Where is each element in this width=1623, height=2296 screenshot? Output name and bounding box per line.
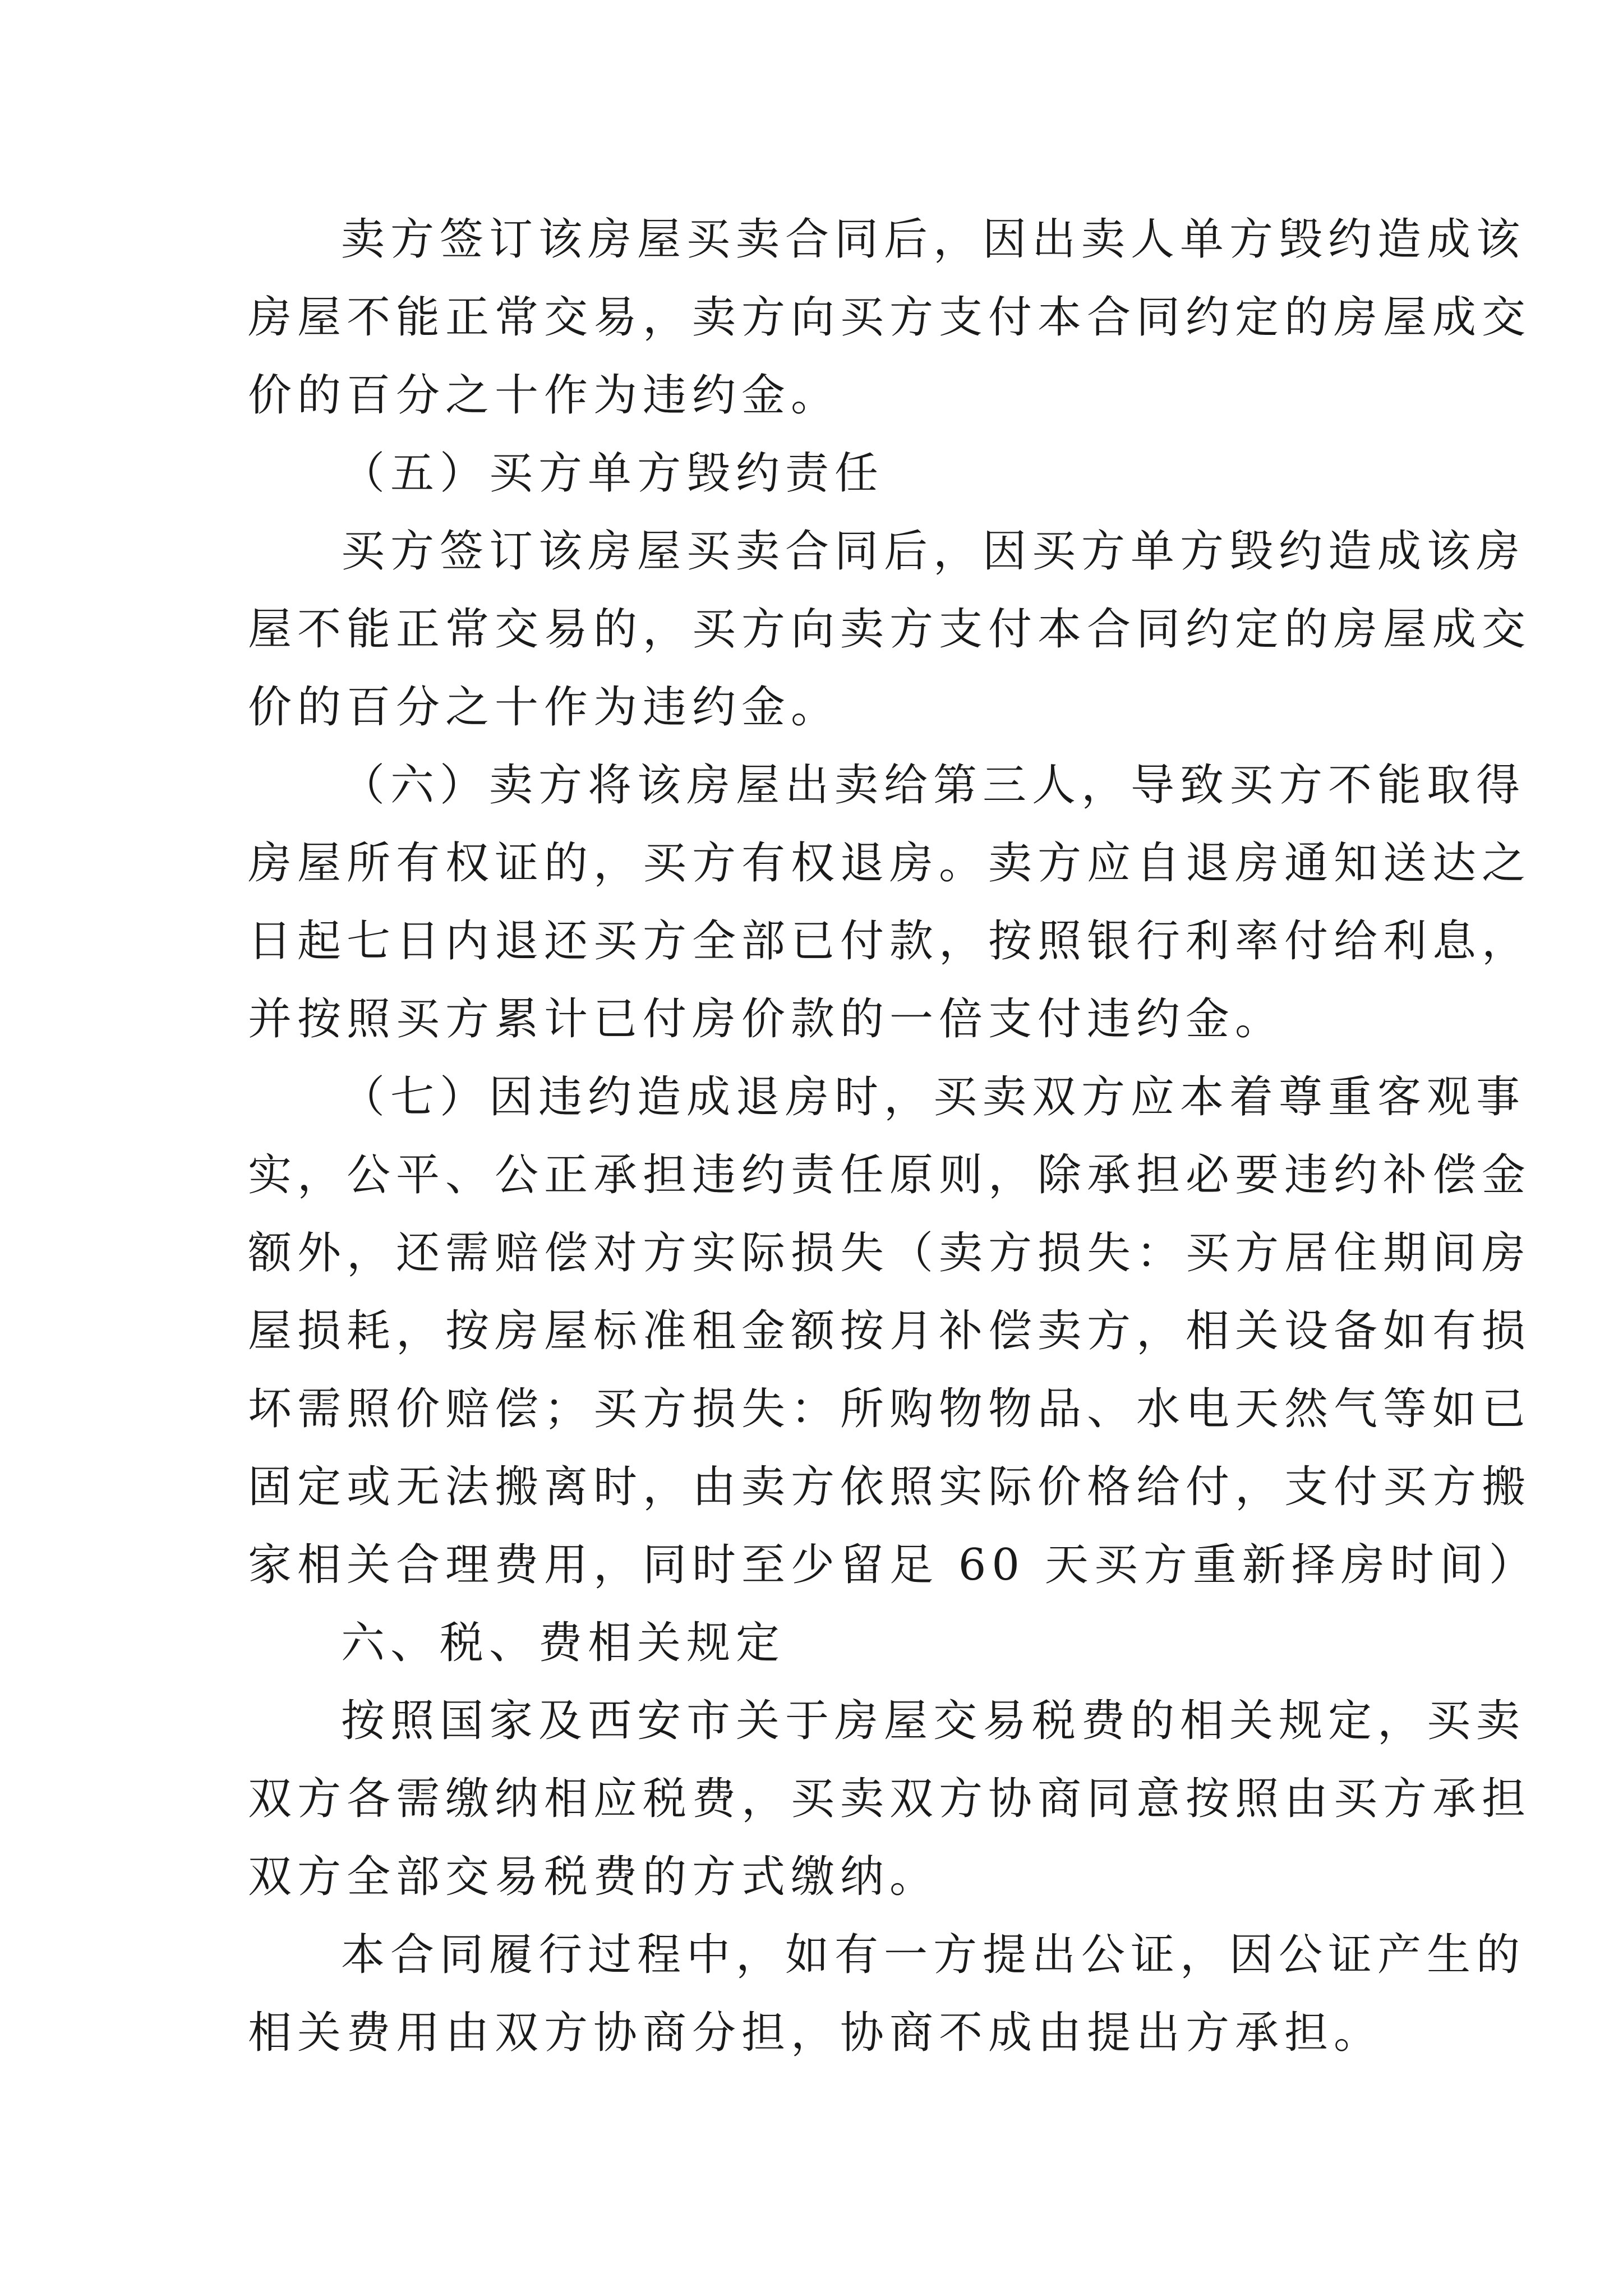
text-line: 按照国家及西安市关于房屋交易税费的相关规定，买卖 <box>341 1696 1526 1746</box>
text-line: 双方全部交易税费的方式缴纳。 <box>248 1852 939 1902</box>
text-line: 买方签订该房屋买卖合同后，因买方单方毁约造成该房 <box>341 526 1526 577</box>
text-line: 屋损耗，按房屋标准租金额按月补偿卖方，相关设备如有损 <box>248 1306 1532 1356</box>
text-line: 实，公平、公正承担违约责任原则，除承担必要违约补偿金 <box>248 1150 1532 1200</box>
text-line: 双方各需缴纳相应税费，买卖双方协商同意按照由买方承担 <box>248 1774 1532 1824</box>
contract-text <box>248 201 1538 2072</box>
text-line: 固定或无法搬离时，由卖方依照实际价格给付，支付买方搬 <box>248 1462 1532 1512</box>
section-heading: （五）买方单方毁约责任 <box>341 448 884 499</box>
text-line: 屋不能正常交易的，买方向卖方支付本合同约定的房屋成交 <box>248 604 1532 655</box>
text-line: 价的百分之十作为违约金。 <box>248 682 841 733</box>
text-line: 价的百分之十作为违约金。 <box>248 370 841 421</box>
text-line: 房屋所有权证的，买方有权退房。卖方应自退房通知送达之 <box>248 838 1532 889</box>
text-line: 房屋不能正常交易，卖方向买方支付本合同约定的房屋成交 <box>248 292 1532 343</box>
text-line: 日起七日内退还买方全部已付款，按照银行利率付给利息， <box>248 916 1532 967</box>
text-line: 卖方签订该房屋买卖合同后，因出卖人单方毁约造成该 <box>341 214 1526 265</box>
text-line: 额外，还需赔偿对方实际损失（卖方损失：买方居住期间房 <box>248 1228 1532 1278</box>
text-line: （七）因违约造成退房时，买卖双方应本着尊重客观事 <box>341 1072 1526 1122</box>
text-line: 家相关合理费用，同时至少留足 60 天买方重新择房时间） <box>248 1540 1538 1590</box>
section-heading: 六、税、费相关规定 <box>341 1618 786 1668</box>
text-line: （六）卖方将该房屋出卖给第三人，导致买方不能取得 <box>341 760 1526 811</box>
text-line: 本合同履行过程中，如有一方提出公证，因公证产生的 <box>341 1930 1526 1980</box>
text-line: 坏需照价赔偿；买方损失：所购物物品、水电天然气等如已 <box>248 1384 1532 1434</box>
text-line: 相关费用由双方协商分担，协商不成由提出方承担。 <box>248 2008 1384 2058</box>
text-line: 并按照买方累计已付房价款的一倍支付违约金。 <box>248 994 1285 1045</box>
